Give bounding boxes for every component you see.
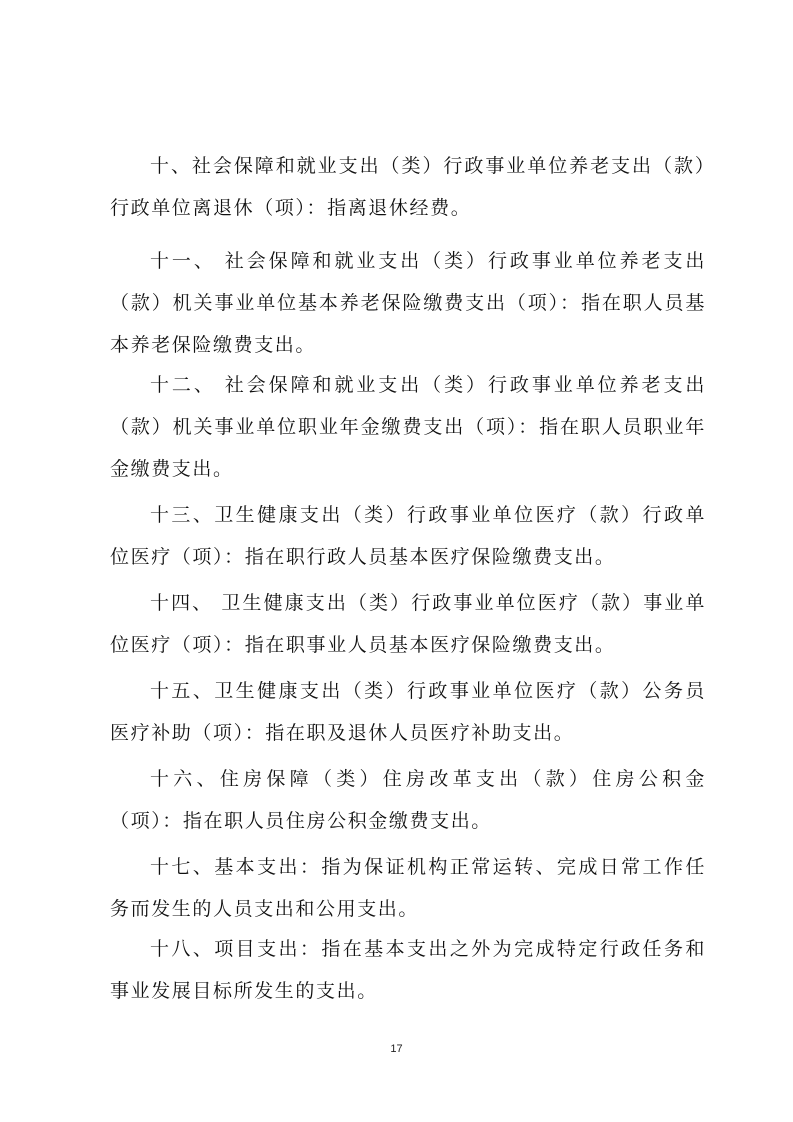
paragraph-item-11: 十一、 社会保障和就业支出（类）行政事业单位养老支出（款）机关事业单位基本养老保险缴费支出（项）：指在职人员基本养老保险缴费支出。 [110,250,706,356]
paragraph-item-18: 十八、项目支出：指在基本支出之外为完成特定行政任务和事业发展目标所发生的支出。 [110,938,706,1002]
paragraph-item-14: 十四、 卫生健康支出（类）行政事业单位医疗（款）事业单位医疗（项）：指在职事业人员基本医疗保险缴费支出。 [110,592,706,656]
paragraph-item-16: 十六、住房保障（类）住房改革支出（款）住房公积金（项）：指在职人员住房公积金缴费支出。 [110,768,706,832]
page-number: 17 [390,1043,403,1055]
paragraph-item-17: 十七、基本支出：指为保证机构正常运转、完成日常工作任务而发生的人员支出和公用支出。 [110,856,706,920]
paragraph-item-13: 十三、卫生健康支出（类）行政事业单位医疗（款）行政单位医疗（项）：指在职行政人员基本医疗保险缴费支出。 [110,504,706,568]
paragraph-item-10: 十、社会保障和就业支出（类）行政事业单位养老支出（款）行政单位离退休（项）：指离退休经费。 [110,155,706,219]
paragraph-item-15: 十五、卫生健康支出（类）行政事业单位医疗（款）公务员医疗补助（项）：指在职及退休人员医疗补助支出。 [110,680,706,744]
paragraph-item-12: 十二、 社会保障和就业支出（类）行政事业单位养老支出（款）机关事业单位职业年金缴费支出（项）：指在职人员职业年金缴费支出。 [110,374,706,480]
